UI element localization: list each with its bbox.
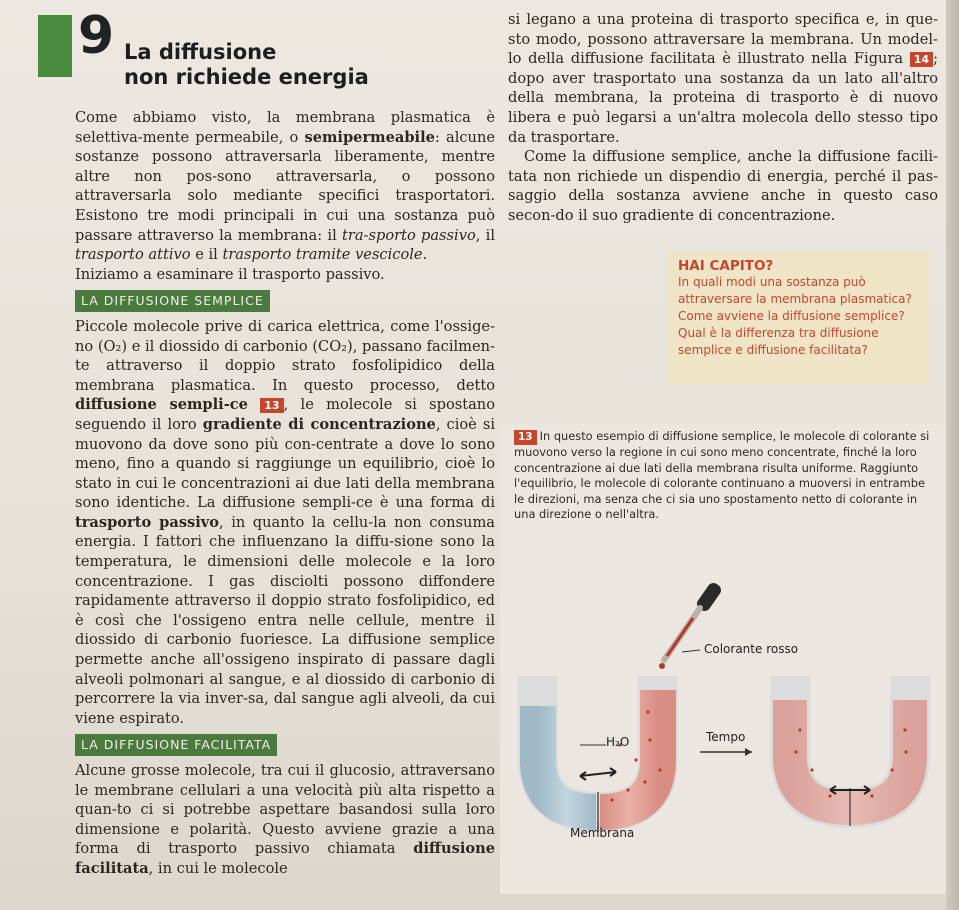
question-1: In quali modi una sostanza può attraversare la membrana plasmatica? — [678, 275, 912, 306]
figure-ref-badge[interactable]: 13 — [260, 398, 283, 413]
intro-text: Come abbiamo visto, la membrana plasmatica è selettiva-mente permeabile, o — [75, 109, 495, 146]
term-diffusione-semplice: diffusione sempli-ce — [75, 396, 248, 414]
body-text: , in cui le molecole — [148, 859, 288, 877]
question-3: Qual è la differenza tra diffusione semplice e diffusione facilitata? — [678, 326, 879, 357]
right-paragraph-2: Come la diffusione semplice, anche la diffusione facili-tata non richiede un dispendio di energia, perché il pas-saggio della sostanza avviene anche in questo caso secon-do il suo gradiente di concentrazione. — [508, 148, 938, 224]
u-tube-before — [538, 676, 662, 832]
term-trasporto-vescicole: trasporto tramite vescicole — [222, 246, 423, 264]
chapter-title-line1: La diffusione — [124, 40, 277, 64]
term-semipermeabile: semipermeabile — [304, 128, 435, 146]
body-text: , le molecole si spostano seguendo il loro — [75, 396, 495, 433]
term-trasporto-passivo: tra-sporto passivo — [342, 226, 476, 244]
body-text: Piccole molecole prive di carica elettrica, come l'ossige-no (O₂) e il diossido di carbonio (CO₂), passano facilmen-te attraverso il doppio strato fosfolipidico della membrana plasmatica. In questo processo, detto — [75, 317, 495, 394]
page-edge — [946, 0, 959, 910]
dye-label-line — [682, 650, 700, 652]
section-heading-diffusione-facilitata: LA DIFFUSIONE FACILITATA — [75, 734, 277, 756]
hai-capito-title: HAI CAPITO? — [678, 258, 774, 274]
label-colorante-rosso: Colorante rosso — [704, 642, 799, 656]
body-text: ; dopo aver trasportato una sostanza da un lato all'altro della membrana, la proteina di trasporto è di nuovo libera e può legarsi a un'altra molecola dello stesso tipo da trasportare. — [508, 50, 939, 146]
u-tube-after — [790, 676, 910, 826]
intro-text: . — [422, 246, 428, 264]
label-tempo: Tempo — [706, 730, 746, 744]
body-text: si legano a una proteina di trasporto specifica e, in que-sto modo, possono attraversare la membrana. Un model-lo della diffusione facilitata è illustrato nella Figura — [508, 11, 938, 68]
term-diffusione-facilitata: diffusione facilitata — [75, 840, 495, 877]
term-trasporto-attivo: trasporto attivo — [75, 246, 191, 264]
intro-text: : alcune sostanze possono attraversarla liberamente, mentre altre non pos-sono attraversarla, o possono attraversarla solo mediante specifici trasportatori. Esistono tre modi principali in cui una sostanza può passare attraverso la membrana: il — [75, 128, 495, 244]
figure-ref-badge[interactable]: 14 — [910, 52, 933, 67]
intro-text: e il — [190, 246, 223, 264]
caption-text: In questo esempio di diffusione semplice, le molecole di colorante si muovono verso la regione in cui sono meno concentrate, finché la loro concentrazione ai due lati della membrana risulta uniforme. Raggiunto l'equilibrio, le molecole di colorante continuano a muoversi in entrambe le direzioni, ma senza che ci sia uno spostamento netto di colorante in una direzione o nell'altra. — [514, 429, 930, 522]
term-trasporto-passivo: trasporto passivo — [75, 513, 220, 531]
intro-paragraph-2: Iniziamo a esaminare il trasporto passivo. — [75, 265, 385, 283]
chapter-number: 9 — [78, 6, 115, 66]
time-arrow-icon — [700, 748, 752, 756]
term-gradiente: gradiente di concentrazione — [202, 415, 436, 433]
question-2: Come avviene la diffusione semplice? — [678, 309, 905, 323]
chapter-title-line2: non richiede energia — [124, 65, 369, 89]
intro-text: , il — [475, 226, 495, 244]
body-text: , cioè si muovono da dove sono più con-centrate a dove lo sono meno, fino a quando si raggiunge un equilibrio, cioè lo stato in cui le concentrazioni ai due lati della membrana sono identiche. La diffusione sempli-ce è una forma di — [75, 415, 495, 512]
section-heading-diffusione-semplice: LA DIFFUSIONE SEMPLICE — [75, 290, 270, 312]
body-text: Alcune grosse molecole, tra cui il glucosio, attraversano le membrane cellulari a una velocità più alta rispetto a quan-to ci si potrebbe aspettare basandosi sulla loro dimensione e polarità. Questo avviene grazie a una forma di trasporto passivo chiamata — [75, 762, 495, 858]
body-text: , in quanto la cellu-la non consuma energia. I fattori che influenzano la diffu-sione sono la temperatura, le dimensioni delle molecole e la loro concentrazione. I gas disciolti possono diffondere rapidamente attraverso il doppio strato fosfolipidico, ed è così che l'ossigeno entra nelle cellule, mentre il diossido di carbonio fuoriesce. La diffusione semplice permette anche all'ossigeno inspirato di passare dagli alveoli polmonari al sangue, e al diossido di carbonio di percorrere la via inver-sa, dal sangue agli alveoli, da cui viene espirato. — [75, 513, 495, 727]
label-h2o: H₂O — [606, 735, 630, 749]
label-membrana: Membrana — [570, 826, 635, 840]
figure-number-badge: 13 — [514, 430, 537, 445]
